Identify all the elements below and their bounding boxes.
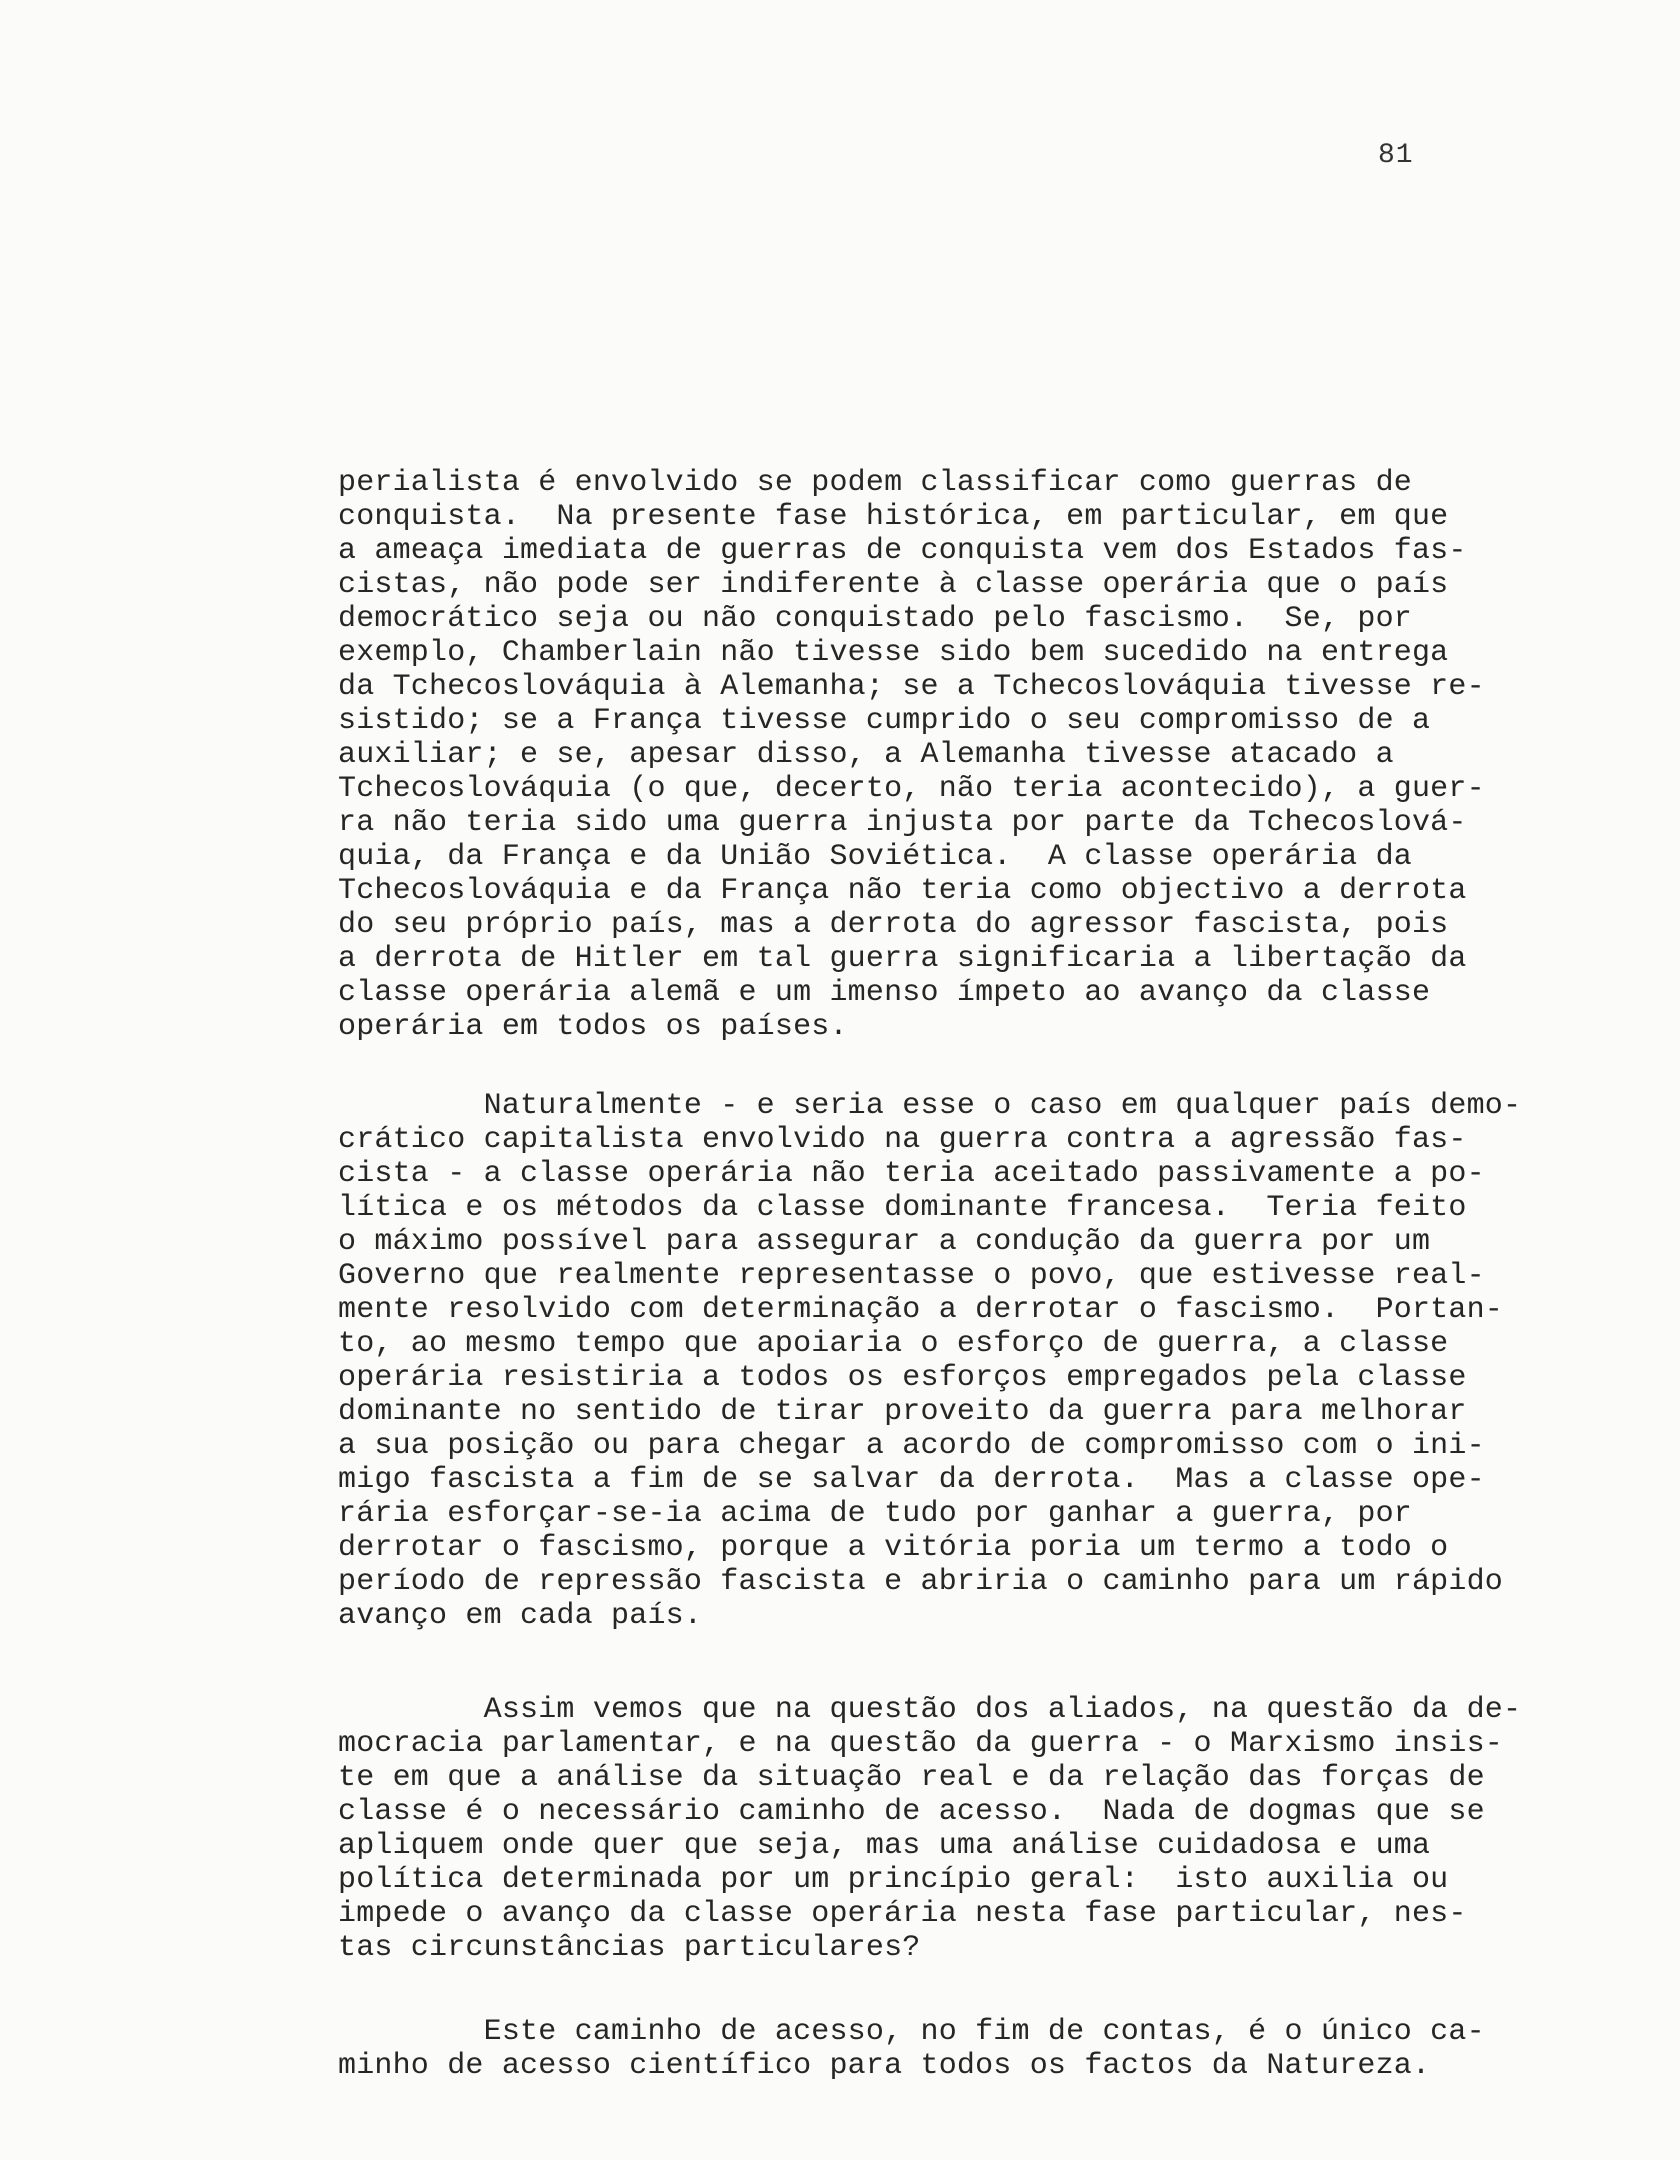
paragraph-1 xyxy=(338,466,1628,1044)
text-line: política determinada por um princípio geral: isto auxilia ou xyxy=(338,1863,1449,1897)
text-line: classe operária alemã e um imenso ímpeto ao avanço da classe xyxy=(338,976,1431,1010)
text-line: a ameaça imediata de guerras de conquista vem dos Estados fas- xyxy=(338,534,1467,568)
text-line: lítica e os métodos da classe dominante francesa. Teria feito xyxy=(338,1191,1467,1225)
text-line: conquista. Na presente fase histórica, em particular, em que xyxy=(338,500,1449,534)
text-line: da Tchecoslováquia à Alemanha; se a Tchecoslováquia tivesse re- xyxy=(338,670,1485,704)
text-line: tas circunstâncias particulares? xyxy=(338,1931,921,1965)
text-line: te em que a análise da situação real e da relação das forças de xyxy=(338,1761,1485,1795)
text-line: rária esforçar-se-ia acima de tudo por ganhar a guerra, por xyxy=(338,1497,1412,1531)
text-line: dominante no sentido de tirar proveito da guerra para melhorar xyxy=(338,1395,1467,1429)
text-line: a derrota de Hitler em tal guerra significaria a libertação da xyxy=(338,942,1467,976)
text-line: exemplo, Chamberlain não tivesse sido bem sucedido na entrega xyxy=(338,636,1449,670)
text-line: Assim vemos que na questão dos aliados, na questão da de- xyxy=(338,1693,1522,1727)
text-line: mocracia parlamentar, e na questão da guerra - o Marxismo insis- xyxy=(338,1727,1503,1761)
text-line: auxiliar; e se, apesar disso, a Alemanha tivesse atacado a xyxy=(338,738,1394,772)
text-line: a sua posição ou para chegar a acordo de compromisso com o ini- xyxy=(338,1429,1485,1463)
text-line: Naturalmente - e seria esse o caso em qualquer país demo- xyxy=(338,1089,1522,1123)
text-line: sistido; se a França tivesse cumprido o seu compromisso de a xyxy=(338,704,1431,738)
text-line: o máximo possível para assegurar a condução da guerra por um xyxy=(338,1225,1431,1259)
text-line: classe é o necessário caminho de acesso. Nada de dogmas que se xyxy=(338,1795,1485,1829)
text-line: democrático seja ou não conquistado pelo fascismo. Se, por xyxy=(338,602,1412,636)
text-line: apliquem onde quer que seja, mas uma análise cuidadosa e uma xyxy=(338,1829,1431,1863)
text-line: derrotar o fascismo, porque a vitória poria um termo a todo o xyxy=(338,1531,1449,1565)
text-line: Governo que realmente representasse o povo, que estivesse real- xyxy=(338,1259,1485,1293)
paragraph-4 xyxy=(338,2015,1628,2083)
text-line: período de repressão fascista e abriria o caminho para um rápido xyxy=(338,1565,1503,1599)
paragraph-2 xyxy=(338,1089,1628,1633)
paragraph-3 xyxy=(338,1693,1628,1965)
text-line: quia, da França e da União Soviética. A classe operária da xyxy=(338,840,1412,874)
text-line: migo fascista a fim de se salvar da derrota. Mas a classe ope- xyxy=(338,1463,1485,1497)
text-line: Este caminho de acesso, no fim de contas, é o único ca- xyxy=(338,2015,1485,2049)
text-line: impede o avanço da classe operária nesta fase particular, nes- xyxy=(338,1897,1467,1931)
text-line: do seu próprio país, mas a derrota do agressor fascista, pois xyxy=(338,908,1449,942)
text-line: cistas, não pode ser indiferente à classe operária que o país xyxy=(338,568,1449,602)
text-line: Tchecoslováquia e da França não teria como objectivo a derrota xyxy=(338,874,1467,908)
text-line: avanço em cada país. xyxy=(338,1599,703,1633)
page-number: 81 xyxy=(1378,140,1414,171)
text-line: cista - a classe operária não teria aceitado passivamente a po- xyxy=(338,1157,1485,1191)
text-line: perialista é envolvido se podem classificar como guerras de xyxy=(338,466,1412,500)
text-line: to, ao mesmo tempo que apoiaria o esforço de guerra, a classe xyxy=(338,1327,1449,1361)
text-line: ra não teria sido uma guerra injusta por parte da Tchecoslová- xyxy=(338,806,1467,840)
text-line: crático capitalista envolvido na guerra contra a agressão fas- xyxy=(338,1123,1467,1157)
text-line: Tchecoslováquia (o que, decerto, não teria acontecido), a guer- xyxy=(338,772,1485,806)
text-line: operária em todos os países. xyxy=(338,1010,848,1044)
text-line: minho de acesso científico para todos os factos da Natureza. xyxy=(338,2049,1431,2083)
text-line: operária resistiria a todos os esforços empregados pela classe xyxy=(338,1361,1467,1395)
text-line: mente resolvido com determinação a derrotar o fascismo. Portan- xyxy=(338,1293,1503,1327)
